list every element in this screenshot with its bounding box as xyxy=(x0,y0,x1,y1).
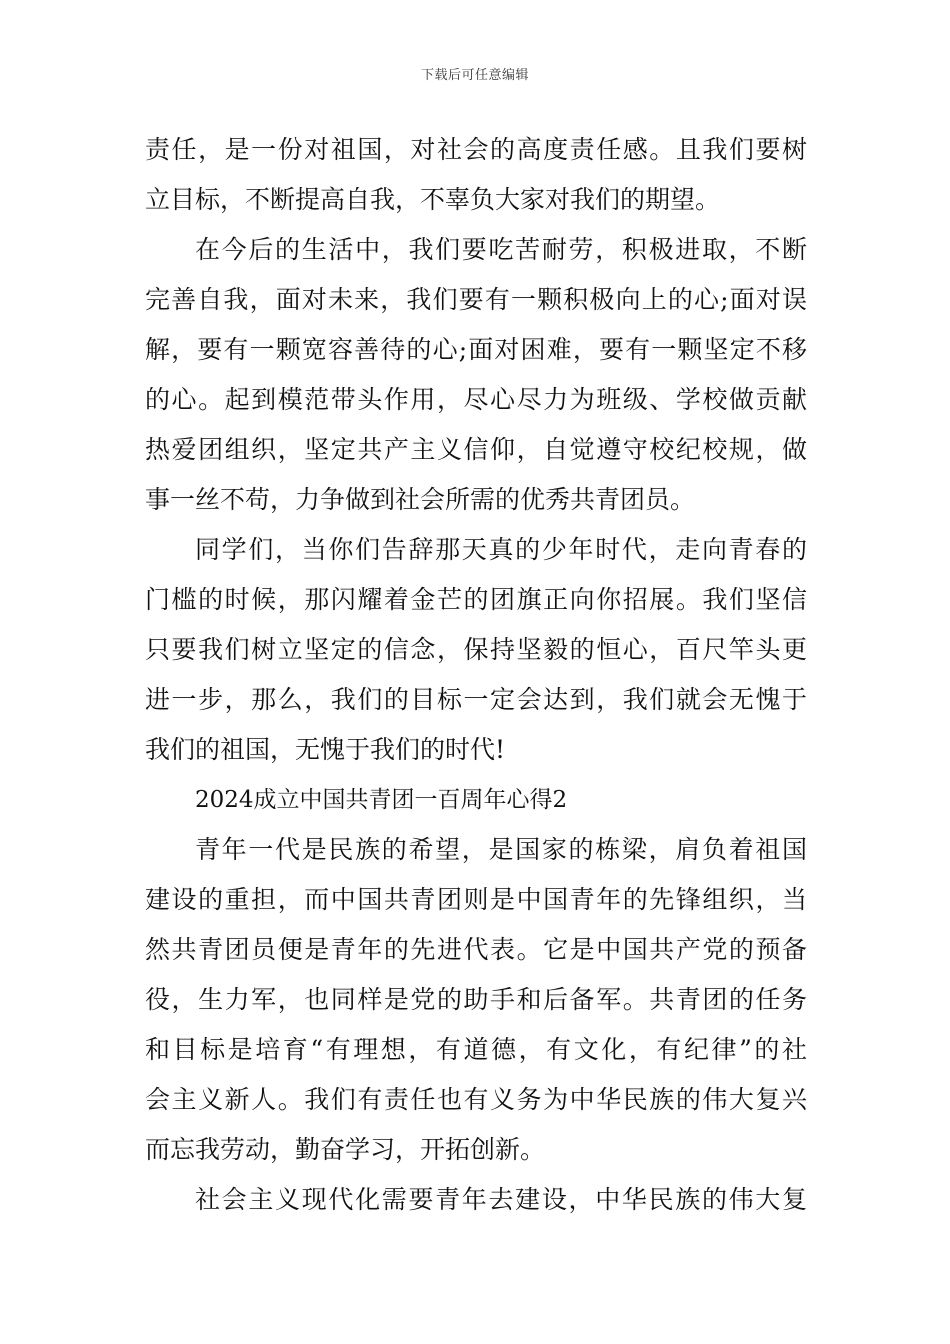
page-header: 下载后可任意编辑 xyxy=(420,68,529,83)
text-line: 责任，是一份对祖国，对社会的高度责任感。且我们要树 xyxy=(145,135,807,164)
text-line: 进一步，那么，我们的目标一定会达到，我们就会无愧于 xyxy=(145,685,807,714)
text-line: 的心。起到模范带头作用，尽心尽力为班级、学校做贡献 xyxy=(145,385,807,414)
text-line: 只要我们树立坚定的信念，保持坚毅的恒心，百尺竿头更 xyxy=(145,635,807,664)
text-line: 然共青团员便是青年的先进代表。它是中国共产党的预备 xyxy=(145,935,807,964)
text-line: 会主义新人。我们有责任也有义务为中华民族的伟大复兴 xyxy=(145,1085,807,1114)
text-line: 在今后的生活中，我们要吃苦耐劳，积极进取，不断 xyxy=(195,235,807,264)
text-line: 建设的重担，而中国共青团则是中国青年的先锋组织，当 xyxy=(145,885,807,914)
document-body xyxy=(145,125,807,1225)
text-line: 我们的祖国，无愧于我们的时代! xyxy=(145,735,506,764)
text-line: 役，生力军，也同样是党的助手和后备军。共青团的任务 xyxy=(145,985,807,1014)
text-line: 热爱团组织，坚定共产主义信仰，自觉遵守校纪校规，做 xyxy=(145,435,807,464)
text-line: 而忘我劳动，勤奋学习，开拓创新。 xyxy=(145,1135,546,1164)
text-line: 事一丝不苟，力争做到社会所需的优秀共青团员。 xyxy=(145,485,696,514)
text-line: 和目标是培育“有理想，有道德，有文化，有纪律”的社 xyxy=(145,1035,807,1064)
text-line: 门槛的时候，那闪耀着金芒的团旗正向你招展。我们坚信 xyxy=(145,585,807,614)
text-line: 完善自我，面对未来，我们要有一颗积极向上的心;面对误 xyxy=(145,285,807,314)
text-line: 青年一代是民族的希望，是国家的栋梁，肩负着祖国 xyxy=(195,835,807,864)
text-line: 立目标，不断提高自我，不辜负大家对我们的期望。 xyxy=(145,185,721,214)
text-line: 解，要有一颗宽容善待的心;面对困难，要有一颗坚定不移 xyxy=(145,335,807,364)
text-line: 社会主义现代化需要青年去建设，中华民族的伟大复 xyxy=(195,1185,807,1214)
text-line: 同学们，当你们告辞那天真的少年时代，走向青春的 xyxy=(195,535,807,564)
section-heading: 2024成立中国共青团一百周年心得2 xyxy=(195,787,568,813)
